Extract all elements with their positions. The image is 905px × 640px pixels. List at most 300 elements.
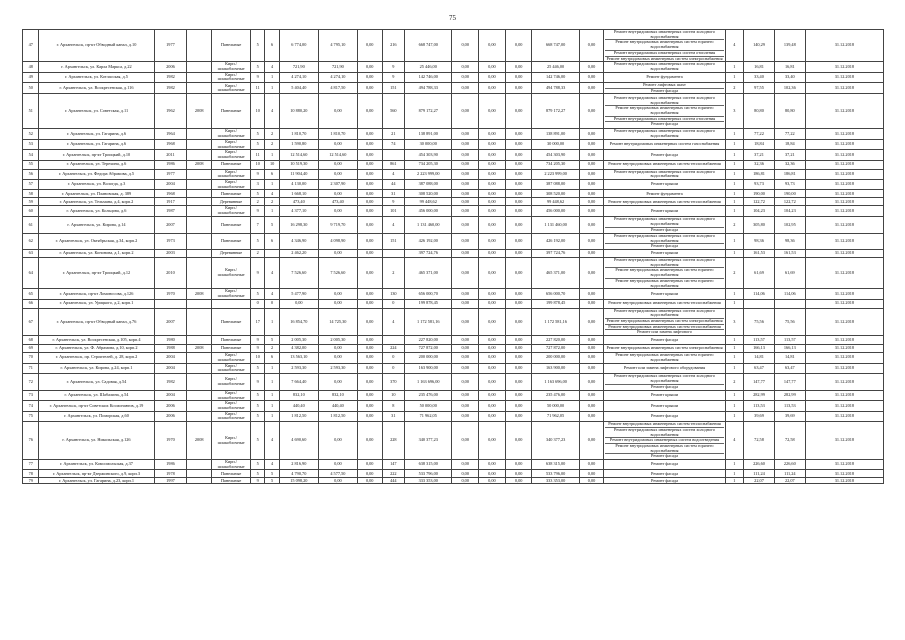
cell-total-area: 10 519,30 <box>279 160 318 169</box>
cell-floor-count: 7 <box>251 216 265 233</box>
cell-nonresidential-area: 0,00 <box>357 249 382 257</box>
cell-entrance-count: 6 <box>265 233 279 249</box>
cell-fund-regional: 0,00 <box>479 30 506 62</box>
cell-entrance-count: 2 <box>265 345 279 353</box>
cell-fund-other: 0,00 <box>579 180 604 190</box>
cell-fund-other: 0,00 <box>579 363 604 373</box>
cell-unit-cost-limit: 114,06 <box>774 289 805 299</box>
cell-unit-cost-limit: 122,72 <box>774 198 805 206</box>
cell-completion-date: 31.12.2018 <box>805 62 883 72</box>
cell-resident-count: 21 <box>382 129 405 139</box>
cell-entrance-count: 4 <box>265 460 279 470</box>
cell-fund-regional: 0,00 <box>479 233 506 249</box>
cell-resident-count: 101 <box>382 206 405 216</box>
cell-nonresidential-area: 0,00 <box>357 94 382 129</box>
cell-build-year: 1977 <box>154 169 187 179</box>
cell-resident-count: 0 <box>382 363 405 373</box>
cell-address: г. Архангельск, ул. Кирова, д.24, корп.1 <box>39 363 154 373</box>
cell-unit-cost-limit: 80,80 <box>774 94 805 129</box>
cell-floor-count: 5 <box>251 411 265 421</box>
cell-fund-other: 0,00 <box>579 30 604 62</box>
cell-reconstruction-year <box>187 390 212 400</box>
work-item: Ремонт внутридомовых инженерных систем отопления <box>605 117 723 123</box>
cell-fund-owners: 99 448,62 <box>532 198 579 206</box>
cell-unit-cost: 93,73 <box>744 180 775 190</box>
cell-address: г. Архангельск, пр-кт Ломоносова, д.126 <box>39 289 154 299</box>
cell-work-types <box>604 336 725 345</box>
cell-wall-material: Кирп./ шлакоблочные <box>212 373 251 390</box>
cell-residential-area: 2 005,30 <box>318 336 357 345</box>
cell-address: г. Архангельск, пр. Строителей, д. 28, корп.2 <box>39 353 154 363</box>
table-row <box>23 411 884 421</box>
cell-fund-owners: 199 878,45 <box>532 299 579 308</box>
cell-total-area: 11 904,40 <box>279 169 318 179</box>
cell-unit-cost: 97,55 <box>744 83 775 94</box>
cell-floor-count: 5 <box>251 129 265 139</box>
cell-work-count: 2 <box>725 83 743 94</box>
cell-work-count: 1 <box>725 401 743 411</box>
cell-row-number: 70 <box>23 353 39 363</box>
cell-fund-other: 0,00 <box>579 299 604 308</box>
cell-resident-count: 4 <box>382 308 405 336</box>
cell-fund-other: 0,00 <box>579 470 604 478</box>
cell-total-area: 440,40 <box>279 401 318 411</box>
table-row <box>23 470 884 478</box>
cell-unit-cost: 161,53 <box>744 249 775 257</box>
cell-residential-area: 4 795,10 <box>318 30 357 62</box>
cell-fund-regional: 0,00 <box>479 94 506 129</box>
cell-work-count: 2 <box>725 257 743 288</box>
cell-nonresidential-area: 0,00 <box>357 190 382 198</box>
cell-fund-federal: 0,00 <box>452 150 479 160</box>
cell-completion-date: 31.12.2018 <box>805 180 883 190</box>
cell-repair-cost-total: 142 746,00 <box>405 72 452 82</box>
cell-build-year: 2003 <box>154 249 187 257</box>
cell-work-count: 1 <box>725 411 743 421</box>
cell-work-types <box>604 150 725 160</box>
cell-resident-count <box>382 336 405 345</box>
cell-work-count: 1 <box>725 160 743 169</box>
work-item: Ремонт внутридомовых инженерных систем электроснабжения <box>606 55 723 61</box>
cell-total-area: 2 593,30 <box>279 363 318 373</box>
cell-reconstruction-year <box>187 257 212 288</box>
cell-build-year: 1986 <box>154 160 187 169</box>
cell-floor-count: 5 <box>251 422 265 460</box>
cell-residential-area: 0,00 <box>318 190 357 198</box>
cell-unit-cost-limit: 33,40 <box>774 72 805 82</box>
cell-fund-regional: 0,00 <box>479 129 506 139</box>
table-row <box>23 139 884 149</box>
table-row <box>23 94 884 129</box>
work-item: Ремонт внутридомовых инженерных систем теплоснабжения <box>608 300 721 306</box>
cell-fund-owners: 533 796,00 <box>532 470 579 478</box>
cell-reconstruction-year <box>187 478 212 484</box>
cell-floor-count: 5 <box>251 139 265 149</box>
cell-repair-cost-total: 308 520,00 <box>405 190 452 198</box>
cell-fund-municipal: 0,00 <box>505 62 532 72</box>
cell-resident-count: 10 <box>382 390 405 400</box>
cell-work-types <box>604 478 725 484</box>
cell-resident-count: 2 <box>382 257 405 288</box>
cell-unit-cost-limit: 32,36 <box>774 160 805 169</box>
cell-fund-regional: 0,00 <box>479 478 506 484</box>
cell-total-area: 6 774,00 <box>279 30 318 62</box>
cell-repair-cost-total: 1 172 581,16 <box>405 308 452 336</box>
work-item: Ремонт или замена лифтового оборудования <box>623 364 706 370</box>
work-item: Ремонт фасада <box>651 461 679 467</box>
cell-unit-cost: 113,57 <box>744 336 775 345</box>
cell-unit-cost-limit: 98,36 <box>774 233 805 249</box>
cell-repair-cost-total: 333 353,00 <box>405 478 452 484</box>
cell-fund-federal: 0,00 <box>452 30 479 62</box>
cell-wall-material: Панельные <box>212 216 251 233</box>
cell-work-types <box>604 233 725 249</box>
cell-fund-owners: 387 088,00 <box>532 180 579 190</box>
cell-completion-date: 31.12.2018 <box>805 257 883 288</box>
cell-work-count: 2 <box>725 373 743 390</box>
cell-wall-material: Панельные <box>212 478 251 484</box>
cell-floor-count: 11 <box>251 150 265 160</box>
cell-repair-cost-total: 25 446,00 <box>405 62 452 72</box>
cell-nonresidential-area: 0,00 <box>357 289 382 299</box>
work-item: Ремонт фасада <box>651 383 679 389</box>
work-item: Ремонт крыши <box>650 392 679 398</box>
cell-build-year: 1973 <box>154 233 187 249</box>
cell-reconstruction-year: 2008 <box>187 160 212 169</box>
cell-wall-material <box>212 299 251 308</box>
cell-residential-area: 9 719,70 <box>318 216 357 233</box>
repair-registry-table <box>22 29 884 484</box>
cell-wall-material: Панельные <box>212 190 251 198</box>
cell-fund-other: 0,00 <box>579 160 604 169</box>
work-item: Ремонт внутридомовых инженерных систем холодного водоснабжения <box>613 169 716 179</box>
table-row <box>23 180 884 190</box>
cell-resident-count: 222 <box>382 470 405 478</box>
cell-floor-count: 10 <box>251 353 265 363</box>
cell-fund-other: 0,00 <box>579 460 604 470</box>
cell-address: г. Архангельск, ул. Карла Маркса, д.22 <box>39 62 154 72</box>
cell-unit-cost: 113,53 <box>744 401 775 411</box>
work-item: Ремонт внутридомовых инженерных систем газоснабжения <box>609 141 720 147</box>
cell-unit-cost-limit: 16,81 <box>774 62 805 72</box>
cell-residential-area: 0,00 <box>318 422 357 460</box>
cell-row-number: 62 <box>23 233 39 249</box>
cell-unit-cost: 122,72 <box>744 198 775 206</box>
cell-work-types <box>604 345 725 353</box>
cell-fund-municipal: 0,00 <box>505 345 532 353</box>
cell-unit-cost-limit: 282,99 <box>774 390 805 400</box>
cell-repair-cost-total: 494 788,33 <box>405 83 452 94</box>
cell-work-count: 1 <box>725 289 743 299</box>
cell-reconstruction-year: 2008 <box>187 422 212 460</box>
cell-fund-other: 0,00 <box>579 169 604 179</box>
cell-fund-federal: 0,00 <box>452 470 479 478</box>
cell-fund-municipal: 0,00 <box>505 390 532 400</box>
cell-repair-cost-total: 199 878,45 <box>405 299 452 308</box>
work-item: Ремонт фундамента <box>646 190 683 196</box>
cell-repair-cost-total: 734 205,30 <box>405 160 452 169</box>
cell-fund-municipal: 0,00 <box>505 373 532 390</box>
cell-reconstruction-year <box>187 30 212 62</box>
cell-fund-regional: 0,00 <box>479 336 506 345</box>
cell-build-year: 1980 <box>154 336 187 345</box>
cell-repair-cost-total: 397 724,76 <box>405 249 452 257</box>
cell-floor-count: 9 <box>251 345 265 353</box>
cell-reconstruction-year: 2008 <box>187 289 212 299</box>
cell-fund-federal: 0,00 <box>452 169 479 179</box>
cell-fund-municipal: 0,00 <box>505 422 532 460</box>
cell-entrance-count: 1 <box>265 373 279 390</box>
cell-unit-cost-limit: 22,07 <box>774 478 805 484</box>
cell-row-number: 65 <box>23 289 39 299</box>
cell-work-types <box>604 94 725 129</box>
work-item: Ремонт фасада <box>651 470 679 476</box>
cell-nonresidential-area: 0,00 <box>357 470 382 478</box>
table-row <box>23 249 884 257</box>
cell-resident-count: 4 <box>382 169 405 179</box>
work-item: Ремонт внутридомовых инженерных систем горячего водоснабжения <box>605 106 723 116</box>
cell-nonresidential-area: 0,00 <box>357 72 382 82</box>
cell-total-area: 13 563,10 <box>279 353 318 363</box>
cell-resident-count: 861 <box>382 160 405 169</box>
table-row <box>23 190 884 198</box>
cell-row-number: 68 <box>23 336 39 345</box>
work-item: Ремонт крыши <box>650 181 679 187</box>
cell-resident-count: 74 <box>382 139 405 149</box>
cell-nonresidential-area: 0,00 <box>357 478 382 484</box>
cell-reconstruction-year <box>187 83 212 94</box>
cell-entrance-count: 2 <box>265 139 279 149</box>
cell-work-types <box>604 257 725 288</box>
cell-row-number: 49 <box>23 72 39 82</box>
table-row <box>23 150 884 160</box>
cell-entrance-count: 1 <box>265 363 279 373</box>
cell-repair-cost-total: 668 747,00 <box>405 30 452 62</box>
cell-fund-other: 0,00 <box>579 129 604 139</box>
cell-total-area: 5 404,40 <box>279 83 318 94</box>
cell-work-types <box>604 139 725 149</box>
cell-build-year: 2006 <box>154 401 187 411</box>
cell-address: г. Архангельск, пр-кт Обводный канал, д.76 <box>39 308 154 336</box>
cell-completion-date: 31.12.2018 <box>805 83 883 94</box>
cell-resident-count: 8 <box>382 401 405 411</box>
cell-unit-cost-limit: 113,53 <box>774 401 805 411</box>
cell-reconstruction-year <box>187 180 212 190</box>
cell-unit-cost: 305,80 <box>744 216 775 233</box>
cell-total-area: 4 382,00 <box>279 345 318 353</box>
cell-nonresidential-area: 0,00 <box>357 373 382 390</box>
work-item: Ремонт фундамента <box>646 73 683 79</box>
cell-row-number: 79 <box>23 478 39 484</box>
cell-work-count: 1 <box>725 390 743 400</box>
cell-residential-area: 7 526,60 <box>318 257 357 288</box>
work-item: Ремонт внутридомовых инженерных систем холодного водоснабжения <box>613 61 716 71</box>
cell-fund-owners: 235 476,00 <box>532 390 579 400</box>
cell-wall-material: Кирп./ шлакоблочные <box>212 206 251 216</box>
cell-reconstruction-year <box>187 233 212 249</box>
cell-fund-municipal: 0,00 <box>505 336 532 345</box>
work-item: Ремонт фасада <box>651 151 679 157</box>
table-row <box>23 478 884 484</box>
table-row <box>23 345 884 353</box>
cell-reconstruction-year <box>187 129 212 139</box>
cell-fund-federal: 0,00 <box>452 249 479 257</box>
cell-fund-federal: 0,00 <box>452 233 479 249</box>
cell-fund-other: 0,00 <box>579 83 604 94</box>
cell-work-count: 1 <box>725 206 743 216</box>
cell-work-types <box>604 30 725 62</box>
cell-entrance-count: 2 <box>265 198 279 206</box>
work-item: Ремонт внутридомовых инженерных систем холодного водоснабжения <box>605 428 723 438</box>
table-row <box>23 206 884 216</box>
cell-resident-count: 31 <box>382 411 405 421</box>
cell-fund-federal: 0,00 <box>452 160 479 169</box>
work-item: Ремонт фасада <box>651 477 679 483</box>
work-item: Ремонт внутридомовых инженерных систем водоотведения <box>605 438 723 444</box>
work-item: Ремонт внутридомовых инженерных систем горячего водоснабжения <box>615 352 714 362</box>
cell-residential-area: 0,00 <box>318 206 357 216</box>
table-body <box>23 30 884 484</box>
cell-completion-date: 31.12.2018 <box>805 206 883 216</box>
cell-build-year: 1977 <box>154 30 187 62</box>
cell-work-types <box>604 460 725 470</box>
cell-total-area: 16 298,30 <box>279 216 318 233</box>
cell-address: г. Архангельск, пр-кт Троицкий, д.12 <box>39 257 154 288</box>
cell-fund-federal: 0,00 <box>452 94 479 129</box>
cell-floor-count: 10 <box>251 94 265 129</box>
cell-total-area: 2 005,30 <box>279 336 318 345</box>
cell-entrance-count: 1 <box>265 72 279 82</box>
cell-row-number: 53 <box>23 139 39 149</box>
cell-repair-cost-total: 1 163 696,00 <box>405 373 452 390</box>
cell-fund-municipal: 0,00 <box>505 257 532 288</box>
cell-fund-regional: 0,00 <box>479 299 506 308</box>
cell-address: г. Архангельск, ул. Вологда, д.3 <box>39 180 154 190</box>
cell-work-types <box>604 299 725 308</box>
cell-fund-federal: 0,00 <box>452 460 479 470</box>
cell-fund-federal: 0,00 <box>452 478 479 484</box>
cell-residential-area: 1 812,50 <box>318 411 357 421</box>
cell-unit-cost: 37,21 <box>744 150 775 160</box>
cell-completion-date: 31.12.2018 <box>805 345 883 353</box>
cell-row-number: 63 <box>23 249 39 257</box>
cell-row-number: 61 <box>23 216 39 233</box>
cell-fund-owners: 734 205,30 <box>532 160 579 169</box>
cell-fund-regional: 0,00 <box>479 72 506 82</box>
cell-fund-other: 0,00 <box>579 150 604 160</box>
cell-unit-cost: 14,81 <box>744 353 775 363</box>
cell-completion-date: 31.12.2018 <box>805 460 883 470</box>
cell-work-types <box>604 363 725 373</box>
cell-fund-regional: 0,00 <box>479 470 506 478</box>
cell-entrance-count: 5 <box>265 478 279 484</box>
cell-address: г. Архангельск, ул. Никольская, д.126 <box>39 422 154 460</box>
cell-completion-date: 31.12.2018 <box>805 94 883 129</box>
cell-fund-municipal: 0,00 <box>505 299 532 308</box>
cell-floor-count: 17 <box>251 308 265 336</box>
cell-fund-owners: 71 962,05 <box>532 411 579 421</box>
cell-total-area: 473,40 <box>279 198 318 206</box>
cell-unit-cost-limit: 63,47 <box>774 363 805 373</box>
cell-floor-count: 9 <box>251 169 265 179</box>
work-item: Ремонт внутридомовых инженерных систем теплоснабжения <box>605 325 723 331</box>
cell-residential-area: 2 593,30 <box>318 363 357 373</box>
cell-fund-federal: 0,00 <box>452 299 479 308</box>
cell-nonresidential-area: 0,00 <box>357 169 382 179</box>
cell-completion-date: 31.12.2018 <box>805 72 883 82</box>
cell-resident-count: 216 <box>382 30 405 62</box>
cell-entrance-count: 4 <box>265 289 279 299</box>
cell-fund-federal: 0,00 <box>452 353 479 363</box>
cell-address: г. Архангельск, ул. Тельмана, д.4, корп.2 <box>39 198 154 206</box>
cell-unit-cost-limit: 93,73 <box>774 180 805 190</box>
cell-nonresidential-area: 0,00 <box>357 129 382 139</box>
cell-total-area: 4 346,90 <box>279 233 318 249</box>
cell-total-area: 4 690,60 <box>279 422 318 460</box>
work-item: Ремонт крыши <box>650 290 679 296</box>
cell-reconstruction-year <box>187 336 212 345</box>
table-row <box>23 62 884 72</box>
cell-repair-cost-total: 227 820,00 <box>405 336 452 345</box>
cell-fund-municipal: 0,00 <box>505 308 532 336</box>
cell-build-year: 1964 <box>154 129 187 139</box>
cell-work-types <box>604 160 725 169</box>
table-row <box>23 336 884 345</box>
cell-resident-count: 44 <box>382 180 405 190</box>
cell-address: г. Архангельск, ул. Урицкого, д.2, корп.1 <box>39 299 154 308</box>
cell-fund-owners: 1 163 696,00 <box>532 373 579 390</box>
cell-address: г. Архангельск, пр-кт Обводный канал, д.10 <box>39 30 154 62</box>
cell-address: г. Архангельск, ул. Гагарина, д.23, корп.1 <box>39 478 154 484</box>
cell-total-area: 5 477,90 <box>279 289 318 299</box>
cell-work-types <box>604 390 725 400</box>
cell-work-count: 1 <box>725 460 743 470</box>
cell-wall-material: Панельные <box>212 336 251 345</box>
cell-floor-count: 2 <box>251 249 265 257</box>
cell-reconstruction-year <box>187 299 212 308</box>
cell-wall-material: Кирп./ шлакоблочные <box>212 72 251 82</box>
cell-row-number: 59 <box>23 198 39 206</box>
cell-unit-cost-limit: 190,00 <box>774 190 805 198</box>
cell-unit-cost-limit: 113,57 <box>774 336 805 345</box>
cell-work-count: 1 <box>725 233 743 249</box>
cell-address: г. Архангельск, ул. Ф. Абрамова, д.10, корп.2 <box>39 345 154 353</box>
cell-build-year: 2004 <box>154 390 187 400</box>
cell-reconstruction-year: 2008 <box>187 94 212 129</box>
cell-unit-cost: 61,69 <box>744 257 775 288</box>
cell-address: г. Архангельск, ул. Советская, д.11 <box>39 94 154 129</box>
cell-floor-count: 5 <box>251 363 265 373</box>
cell-fund-federal: 0,00 <box>452 62 479 72</box>
table-row <box>23 460 884 470</box>
cell-fund-owners: 1 131 460,00 <box>532 216 579 233</box>
cell-fund-federal: 0,00 <box>452 257 479 288</box>
cell-fund-regional: 0,00 <box>479 198 506 206</box>
cell-unit-cost: 16,81 <box>744 62 775 72</box>
cell-fund-regional: 0,00 <box>479 460 506 470</box>
cell-row-number: 78 <box>23 470 39 478</box>
cell-unit-cost-limit: 102,95 <box>774 216 805 233</box>
cell-fund-owners: 494 788,33 <box>532 83 579 94</box>
cell-floor-count: 5 <box>251 390 265 400</box>
cell-fund-municipal: 0,00 <box>505 401 532 411</box>
cell-completion-date: 31.12.2018 <box>805 308 883 336</box>
table-row <box>23 72 884 82</box>
cell-floor-count: 5 <box>251 470 265 478</box>
cell-work-count: 1 <box>725 470 743 478</box>
cell-resident-count: 151 <box>382 233 405 249</box>
work-item: Ремонт внутридомовых инженерных систем отопления <box>605 51 723 57</box>
